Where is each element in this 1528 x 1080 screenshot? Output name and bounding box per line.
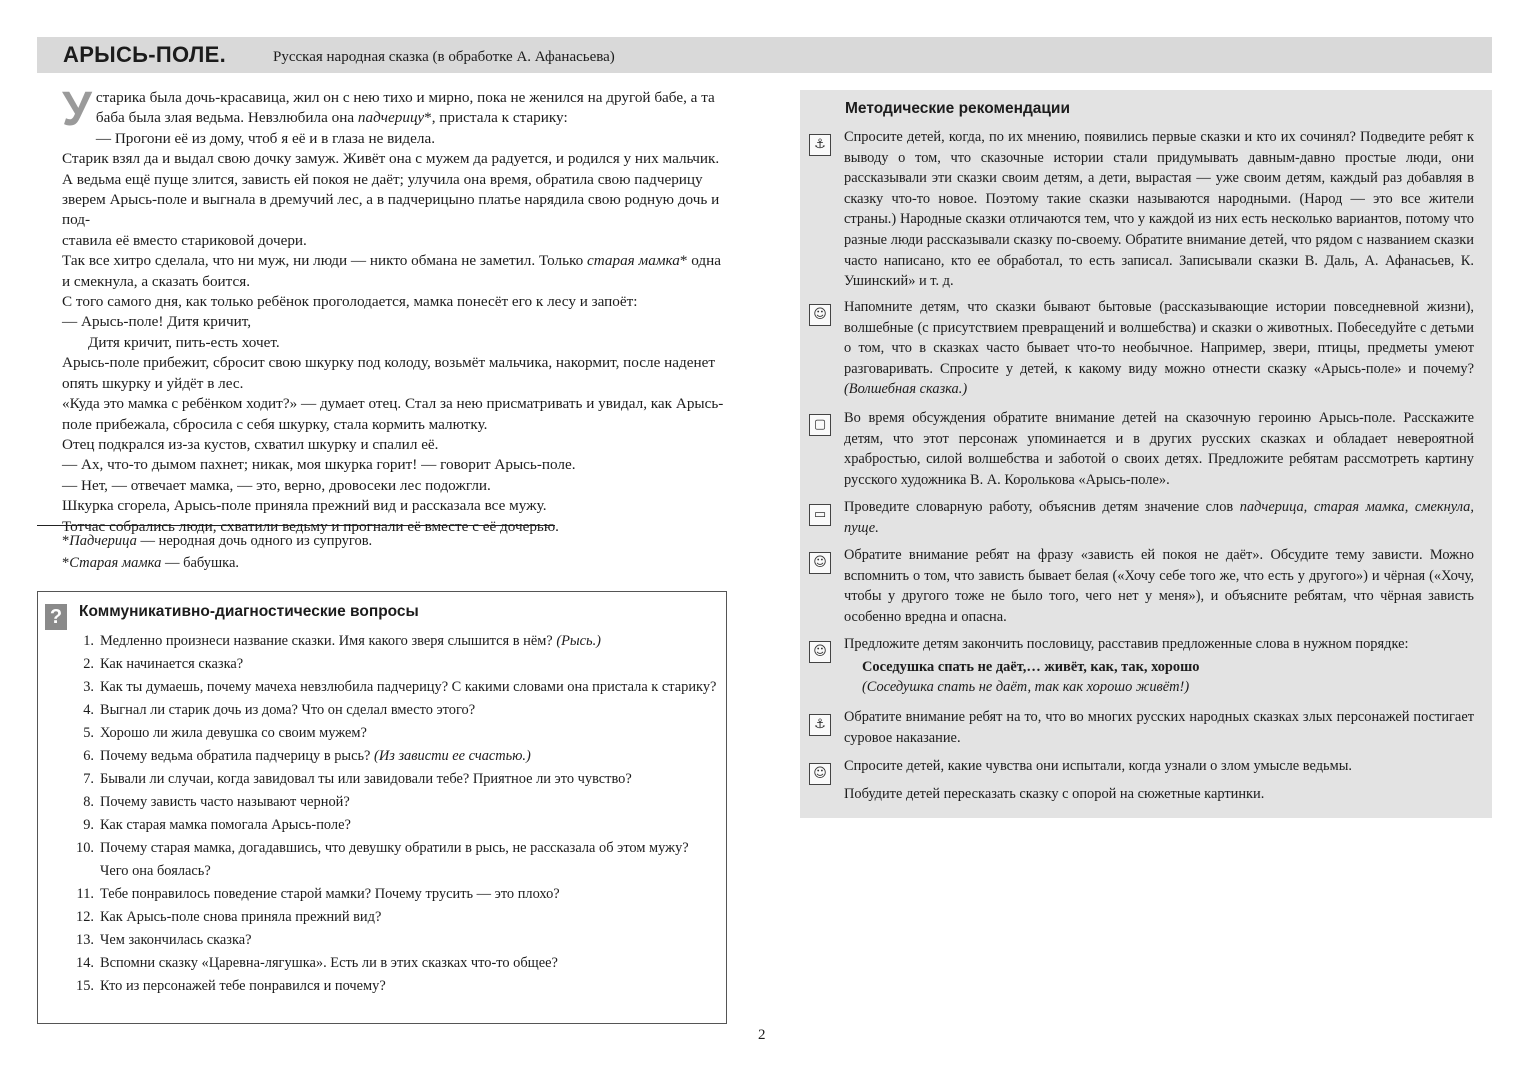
question-body: Бывали ли случаи, когда завидовал ты или завидовали тебе? Приятное ли это чувство? — [100, 771, 632, 787]
story-line: зверем Арысь-поле и выгнала в дремучий лес, а в падчерицыно платье нарядила свою родную дочь и под- — [62, 191, 720, 229]
question-item — [70, 630, 718, 653]
question-body: Почему зависть часто называют черной? — [100, 794, 350, 810]
question-item — [70, 768, 718, 791]
footnote-term: Старая мамка — [69, 555, 162, 571]
story-line: Старик взял да и выдал свою дочку замуж. Живёт она с мужем да радуется, и родился у них мальчик. — [62, 150, 720, 168]
story-line: баба была злая ведьма. Невзлюбила она падчерицу*, пристала к старику: — [95, 109, 568, 127]
recommendation-item: Спросите детей, какие чувства они испытали, когда узнали о злом умысле ведьмы. — [844, 758, 1352, 774]
recommendation-item — [844, 497, 1474, 538]
recommendations-panel — [800, 90, 1492, 818]
story-line: С того самого дня, как только ребёнок проголодается, мамка понесёт его к лесу и запоёт: — [62, 293, 638, 311]
story-line: старика была дочь-красавица, жил он с нею тихо и мирно, пока не женился на другой бабе, а та — [95, 89, 715, 106]
question-answer: (Из зависти ее счастью.) — [374, 748, 531, 764]
story-line: Так все хитро сделала, что ни муж, ни люди — никто обмана не заметил. Только старая мамка* одна — [62, 252, 721, 270]
recommendation-item — [844, 297, 1474, 400]
question-item — [70, 699, 718, 722]
story-line: — Ах, что-то дымом пахнет; никак, моя шкурка горит! — говорит Арысь-поле. — [62, 456, 576, 474]
question-body: Выгнал ли старик дочь из дома? Что он сделал вместо этого? — [100, 702, 476, 718]
title-bar — [37, 37, 1492, 73]
question-number: 3. — [83, 679, 94, 695]
question-text — [100, 722, 718, 745]
questions-box — [37, 591, 727, 1024]
question-item — [70, 745, 718, 768]
question-body: Как ты думаешь, почему мачеха невзлюбила падчерицу? С какими словами она пристала к старику? — [100, 679, 717, 695]
question-body: Чем закончилась сказка? — [100, 932, 252, 948]
question-item — [70, 906, 718, 929]
page-number: 2 — [758, 1027, 766, 1043]
book-icon: ▭ — [809, 504, 831, 526]
question-item — [70, 929, 718, 952]
question-number: 12. — [76, 909, 94, 925]
recommendation-item: Побудите детей пересказать сказку с опорой на сюжетные картинки. — [844, 786, 1265, 802]
proverb-answer: (Соседушка спать не даёт, так как хорошо живёт!) — [862, 679, 1190, 696]
story-line: Отец подкрался из-за кустов, схватил шкурку и спалил её. — [62, 435, 439, 453]
story-subtitle: Русская народная сказка (в обработке А. Афанасьева) — [273, 49, 615, 65]
face-icon: ☺ — [809, 552, 831, 574]
question-body: Почему ведьма обратила падчерицу в рысь? — [100, 748, 371, 764]
recommendation-item: Обратите внимание ребят на то, что во многих русских народных сказках злых персонажей постигает суровое наказание. — [844, 709, 1474, 746]
story-line: А ведьма ещё пуще злится, зависть ей покоя не даёт; улучила она время, обратила свою падчерицу — [62, 170, 703, 188]
story-line: «Куда это мамка с ребёнком ходит?» — думает отец. Стал за нею присматривать и увидал, как Арысь- — [62, 395, 724, 413]
question-number: 11. — [76, 886, 94, 902]
question-body: Почему старая мамка, догадавшись, что девушку обратили в рысь, не рассказала об этом мужу? Чего она боялась? — [100, 840, 689, 879]
story-line: — Нет, — отвечает мамка, — это, верно, дровосеки лес подожгли. — [62, 476, 491, 494]
question-text — [100, 630, 718, 653]
drop-cap: У — [62, 83, 92, 136]
footnote: *Падчерица — неродная дочь одного из супругов. — [62, 533, 373, 549]
recommendation-text: Напомните детям, что сказки бывают бытовые (рассказывающие истории повседневной жизни), волшебные (с присутствием превращений и волшебства) и сказки о животных. Побеседуйте с детьми о том, что в сказках часто бывает что-то необычное. Например, звери, птицы, предметы умеют разговаривать. Спросите у детей, к какому виду можно отнести сказку «Арысь-поле» и почему? — [844, 299, 1474, 377]
question-number: 6. — [83, 748, 94, 764]
question-number: 9. — [83, 817, 94, 833]
question-item — [70, 837, 718, 883]
question-number: 8. — [83, 794, 94, 810]
story-line: Тотчас собрались люди, схватили ведьму и прогнали её вместе с её дочерью. — [62, 517, 559, 535]
question-text — [100, 745, 718, 768]
question-text — [100, 768, 718, 791]
story-line: — Арысь-поле! Дитя кричит, — [62, 313, 252, 331]
proverb-task: Соседушка спать не даёт,… живёт, как, так, хорошо — [862, 658, 1200, 675]
question-text — [100, 906, 718, 929]
footnote: *Старая мамка — бабушка. — [62, 555, 240, 571]
story-line: Арысь-поле прибежит, сбросит свою шкурку под колоду, возьмёт мальчика, накормит, после наденет — [62, 354, 715, 372]
footnote-divider — [37, 525, 555, 526]
question-number: 5. — [83, 725, 94, 741]
question-item — [70, 791, 718, 814]
question-body: Медленно произнеси название сказки. Имя какого зверя слышится в нём? — [100, 633, 553, 649]
face-icon: ☺ — [809, 641, 831, 663]
question-number: 15. — [76, 978, 94, 994]
footnote-term: Падчерица — [69, 533, 137, 549]
question-item — [70, 952, 718, 975]
question-number: 2. — [83, 656, 94, 672]
question-text — [100, 929, 718, 952]
recommendation-item: Во время обсуждения обратите внимание детей на сказочную героиню Арысь-поле. Расскажите детям, что этот персонаж упоминается и в других русских сказках и обладает невероятной храбростью, силой волшебства и заботой о своих детях. Предложите ребятам рассмотреть картину русского художника В. А. Королькова «Арысь-поле». — [844, 410, 1474, 488]
question-text — [100, 814, 718, 837]
question-number: 10. — [76, 840, 94, 856]
question-item — [70, 722, 718, 745]
question-item — [70, 676, 718, 699]
question-text — [100, 676, 718, 699]
question-body: Как начинается сказка? — [100, 656, 244, 672]
question-text — [100, 975, 718, 998]
story-line: ставила её вместо стариковой дочери. — [62, 231, 307, 249]
story-line: — Прогони её из дому, чтоб я её и в глаза не видела. — [95, 129, 436, 147]
recommendations-title: Методические рекомендации — [845, 100, 1070, 117]
story-text — [62, 83, 728, 537]
recommendation-answer: падчерица, старая мамка, смекнула, пуще. — [844, 499, 1474, 536]
questions-list — [70, 630, 718, 998]
question-text — [100, 653, 718, 676]
face-icon: ☺ — [809, 304, 831, 326]
picture-frame-icon: ▢ — [809, 414, 831, 436]
question-number: 4. — [83, 702, 94, 718]
question-text — [100, 837, 718, 883]
footnotes — [62, 530, 372, 574]
story-title: АРЫСЬ-ПОЛЕ. — [63, 42, 227, 67]
question-number: 1. — [83, 633, 94, 649]
question-item — [70, 814, 718, 837]
recommendation-text: Проведите словарную работу, объяснив детям значение слов — [844, 499, 1234, 515]
footnote-def: неродная дочь одного из супругов. — [158, 533, 373, 549]
question-mark-icon: ? — [45, 604, 67, 630]
anchor-icon: ⚓ — [809, 134, 831, 156]
question-number: 13. — [76, 932, 94, 948]
recommendation-answer: (Волшебная сказка.) — [844, 381, 968, 398]
question-text — [100, 883, 718, 906]
recommendation-item — [844, 634, 1474, 698]
question-number: 7. — [83, 771, 94, 787]
story-line: Шкурка сгорела, Арысь-поле приняла прежний вид и рассказала все мужу. — [62, 497, 547, 515]
recommendation-item: Обратите внимание ребят на фразу «зависть ей покоя не даёт». Обсудите тему зависти. Можно вспомнить о том, что зависть бывает белая («Хочу себе того же, что есть у другого») и чёрная («Хочу, чтобы у другого тоже не было того, чего нет у меня»), и объясните ребятам, что чёрная зависть особенно вредна и опасна. — [844, 547, 1474, 625]
question-item — [70, 975, 718, 998]
question-item — [70, 653, 718, 676]
recommendation-item: Спросите детей, когда, по их мнению, появились первые сказки и кто их сочинял? Подведите ребят к выводу о том, что сказочные истории стали придумывать давным-давно простые люди, они рассказывали эти сказки своим детям, а дети, вырастая — уже своим детям, каждый раз добавляя в сказку что-то новое. Поэтому такие сказки называются народными. (Народ — это все жители страны.) Народные сказки отличаются тем, что у каждой из них есть несколько вариантов, потому что разные люди рассказывали сказку по-своему. Обратите внимание детей, что рядом с названием сказки часто написано, кто ее обработал, то есть записал. Записывали сказки В. Даль, А. Афанасьев, К. Ушинский» и т. д. — [844, 129, 1474, 290]
question-number: 14. — [76, 955, 94, 971]
question-text — [100, 952, 718, 975]
story-line: и смекнула, а сказать боится. — [62, 272, 251, 290]
question-body: Тебе понравилось поведение старой мамки? Почему трусить — это плохо? — [100, 886, 560, 902]
question-body: Кто из персонажей тебе понравился и почему? — [100, 978, 386, 994]
question-text — [100, 791, 718, 814]
story-line: поле прибежала, сбросила с себя шкурку, стала кормить малютку. — [62, 415, 488, 433]
question-body: Хорошо ли жила девушка со своим мужем? — [100, 725, 367, 741]
question-body: Вспомни сказку «Царевна-лягушка». Есть ли в этих сказках что-то общее? — [100, 955, 558, 971]
story-line: опять шкурку и уйдёт в лес. — [62, 374, 244, 392]
anchor-icon: ⚓ — [809, 714, 831, 736]
question-body: Как старая мамка помогала Арысь-поле? — [100, 817, 351, 833]
question-text — [100, 699, 718, 722]
footnote-def: бабушка. — [183, 555, 240, 571]
questions-title: Коммуникативно-диагностические вопросы — [79, 603, 419, 620]
face-icon: ☺ — [809, 763, 831, 785]
question-item — [70, 883, 718, 906]
story-line: Дитя кричит, пить-есть хочет. — [88, 333, 280, 351]
question-answer: (Рысь.) — [556, 633, 601, 649]
question-body: Как Арысь-поле снова приняла прежний вид? — [100, 909, 382, 925]
recommendation-text: Предложите детям закончить пословицу, расставив предложенные слова в нужном порядке: — [844, 636, 1409, 652]
